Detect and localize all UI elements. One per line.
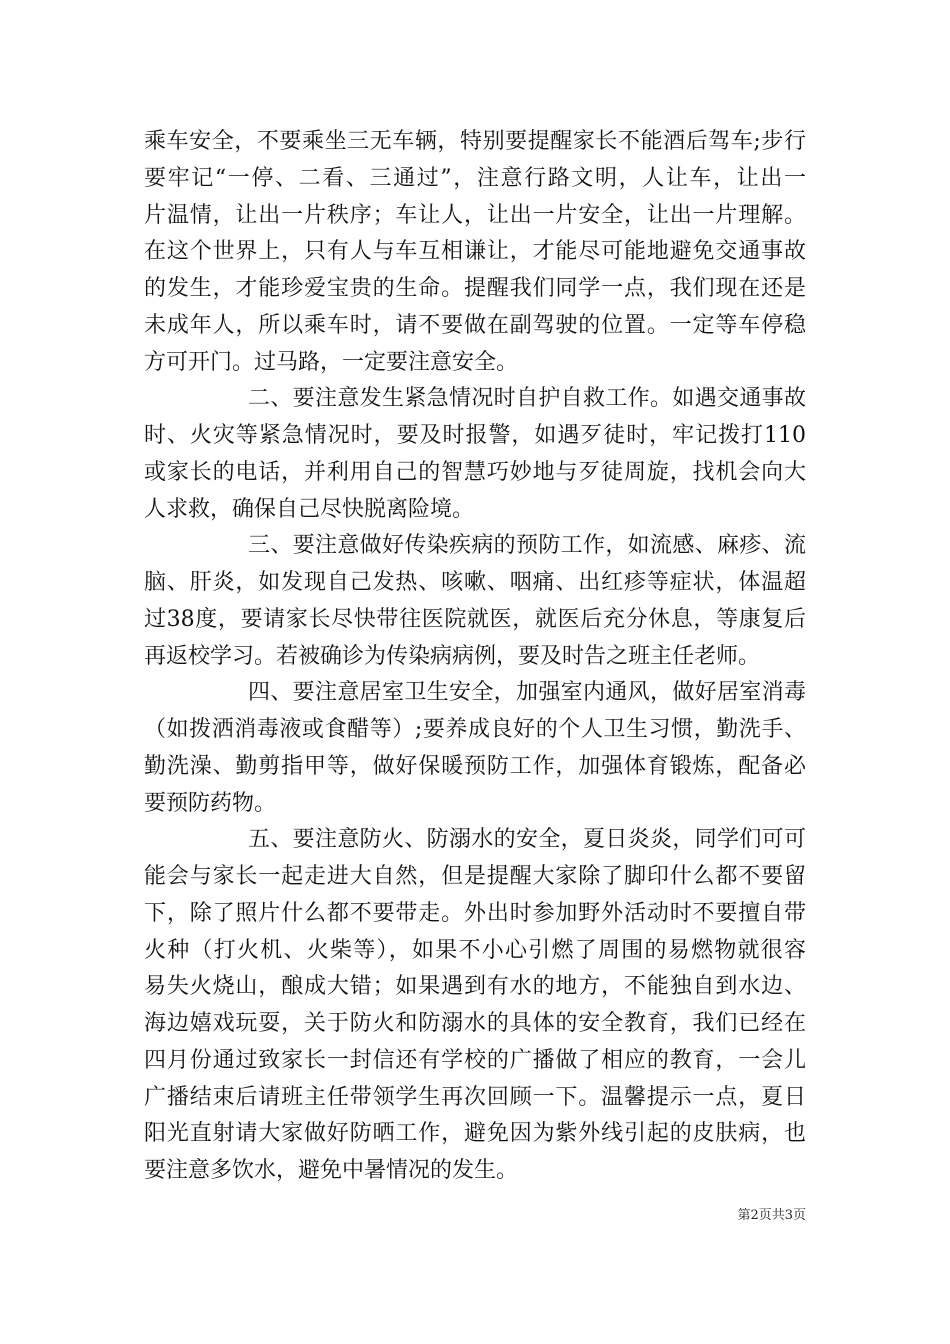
text-line: 要牢记“一停、二看、三通过”，注意行路文明，人让车，让出一 [144,165,806,191]
text-line: 在这个世界上，只有人与车互相谦让，才能尽可能地避免交通事故 [144,239,806,265]
text-line: 四月份通过致家长一封信还有学校的广播做了相应的教育，一会儿 [144,1047,806,1073]
paragraph [144,381,806,528]
text-line: 易失火烧山，酿成大错；如果遇到有水的地方，不能独自到水边、 [144,974,806,1000]
text-line: 火种（打火机、火柴等），如果不小心引燃了周围的易燃物就很容 [144,937,806,963]
text-line: 广播结束后请班主任带领学生再次回顾一下。温馨提示一点，夏日 [144,1084,806,1110]
text-line: 再返校学习。若被确诊为传染病病例，要及时告之班主任老师。 [144,643,761,669]
text-line: 乘车安全，不要乘坐三无车辆，特别要提醒家长不能酒后驾车;步行 [144,129,806,154]
document-body [144,124,806,1190]
text-line: 四、要注意居室卫生安全，加强室内通风，做好居室消毒 [248,680,806,706]
text-line: 或家长的电话，并利用自己的智慧巧妙地与歹徒周旋，找机会向大 [144,459,806,485]
text-line: 过38度，要请家长尽快带往医院就医，就医后充分休息，等康复后 [144,606,806,632]
text-line: 三、要注意做好传染疾病的预防工作，如流感、麻疹、流 [248,533,806,559]
paragraph [144,528,806,675]
text-line: 五、要注意防火、防溺水的安全，夏日炎炎，同学们可可 [248,827,806,853]
text-line: 的发生，才能珍爱宝贵的生命。提醒我们同学一点，我们现在还是 [144,276,806,301]
text-line: 阳光直射请大家做好防晒工作，避免因为紫外线引起的皮肤病，也 [144,1121,806,1147]
text-line: （如拨洒消毒液或食醋等）;要养成良好的个人卫生习惯，勤洗手、 [144,717,806,742]
text-line: 时、火灾等紧急情况时，要及时报警，如遇歹徒时，牢记拨打110 [144,423,806,448]
text-line: 脑、肝炎，如发现自己发热、咳嗽、咽痛、出红疹等症状，体温超 [144,570,806,595]
text-line: 二、要注意发生紧急情况时自护自救工作。如遇交通事故 [248,386,806,412]
paragraph [144,675,806,822]
text-line: 要注意多饮水，避免中暑情况的发生。 [144,1158,519,1183]
paragraph [144,124,806,381]
text-line: 要预防药物。 [144,790,277,816]
text-line: 下，除了照片什么都不要带走。外出时参加野外活动时不要擅自带 [144,900,806,926]
text-line: 方可开门。过马路，一定要注意安全。 [144,349,519,375]
paragraph [144,822,806,1190]
text-line: 未成年人，所以乘车时，请不要做在副驾驶的位置。一定等车停稳 [144,312,806,338]
text-line: 片温情，让出一片秩序；车让人，让出一片安全，让出一片理解。 [144,202,806,228]
text-line: 人求救，确保自己尽快脱离险境。 [144,496,475,522]
text-line: 勤洗澡、勤剪指甲等，做好保暖预防工作，加强体育锻炼，配备必 [144,753,806,779]
text-line: 能会与家长一起走进大自然，但是提醒大家除了脚印什么都不要留 [144,864,806,889]
page-number: 第2页共3页 [737,1208,806,1223]
text-line: 海边嬉戏玩耍，关于防火和防溺水的具体的安全教育，我们已经在 [144,1011,806,1036]
